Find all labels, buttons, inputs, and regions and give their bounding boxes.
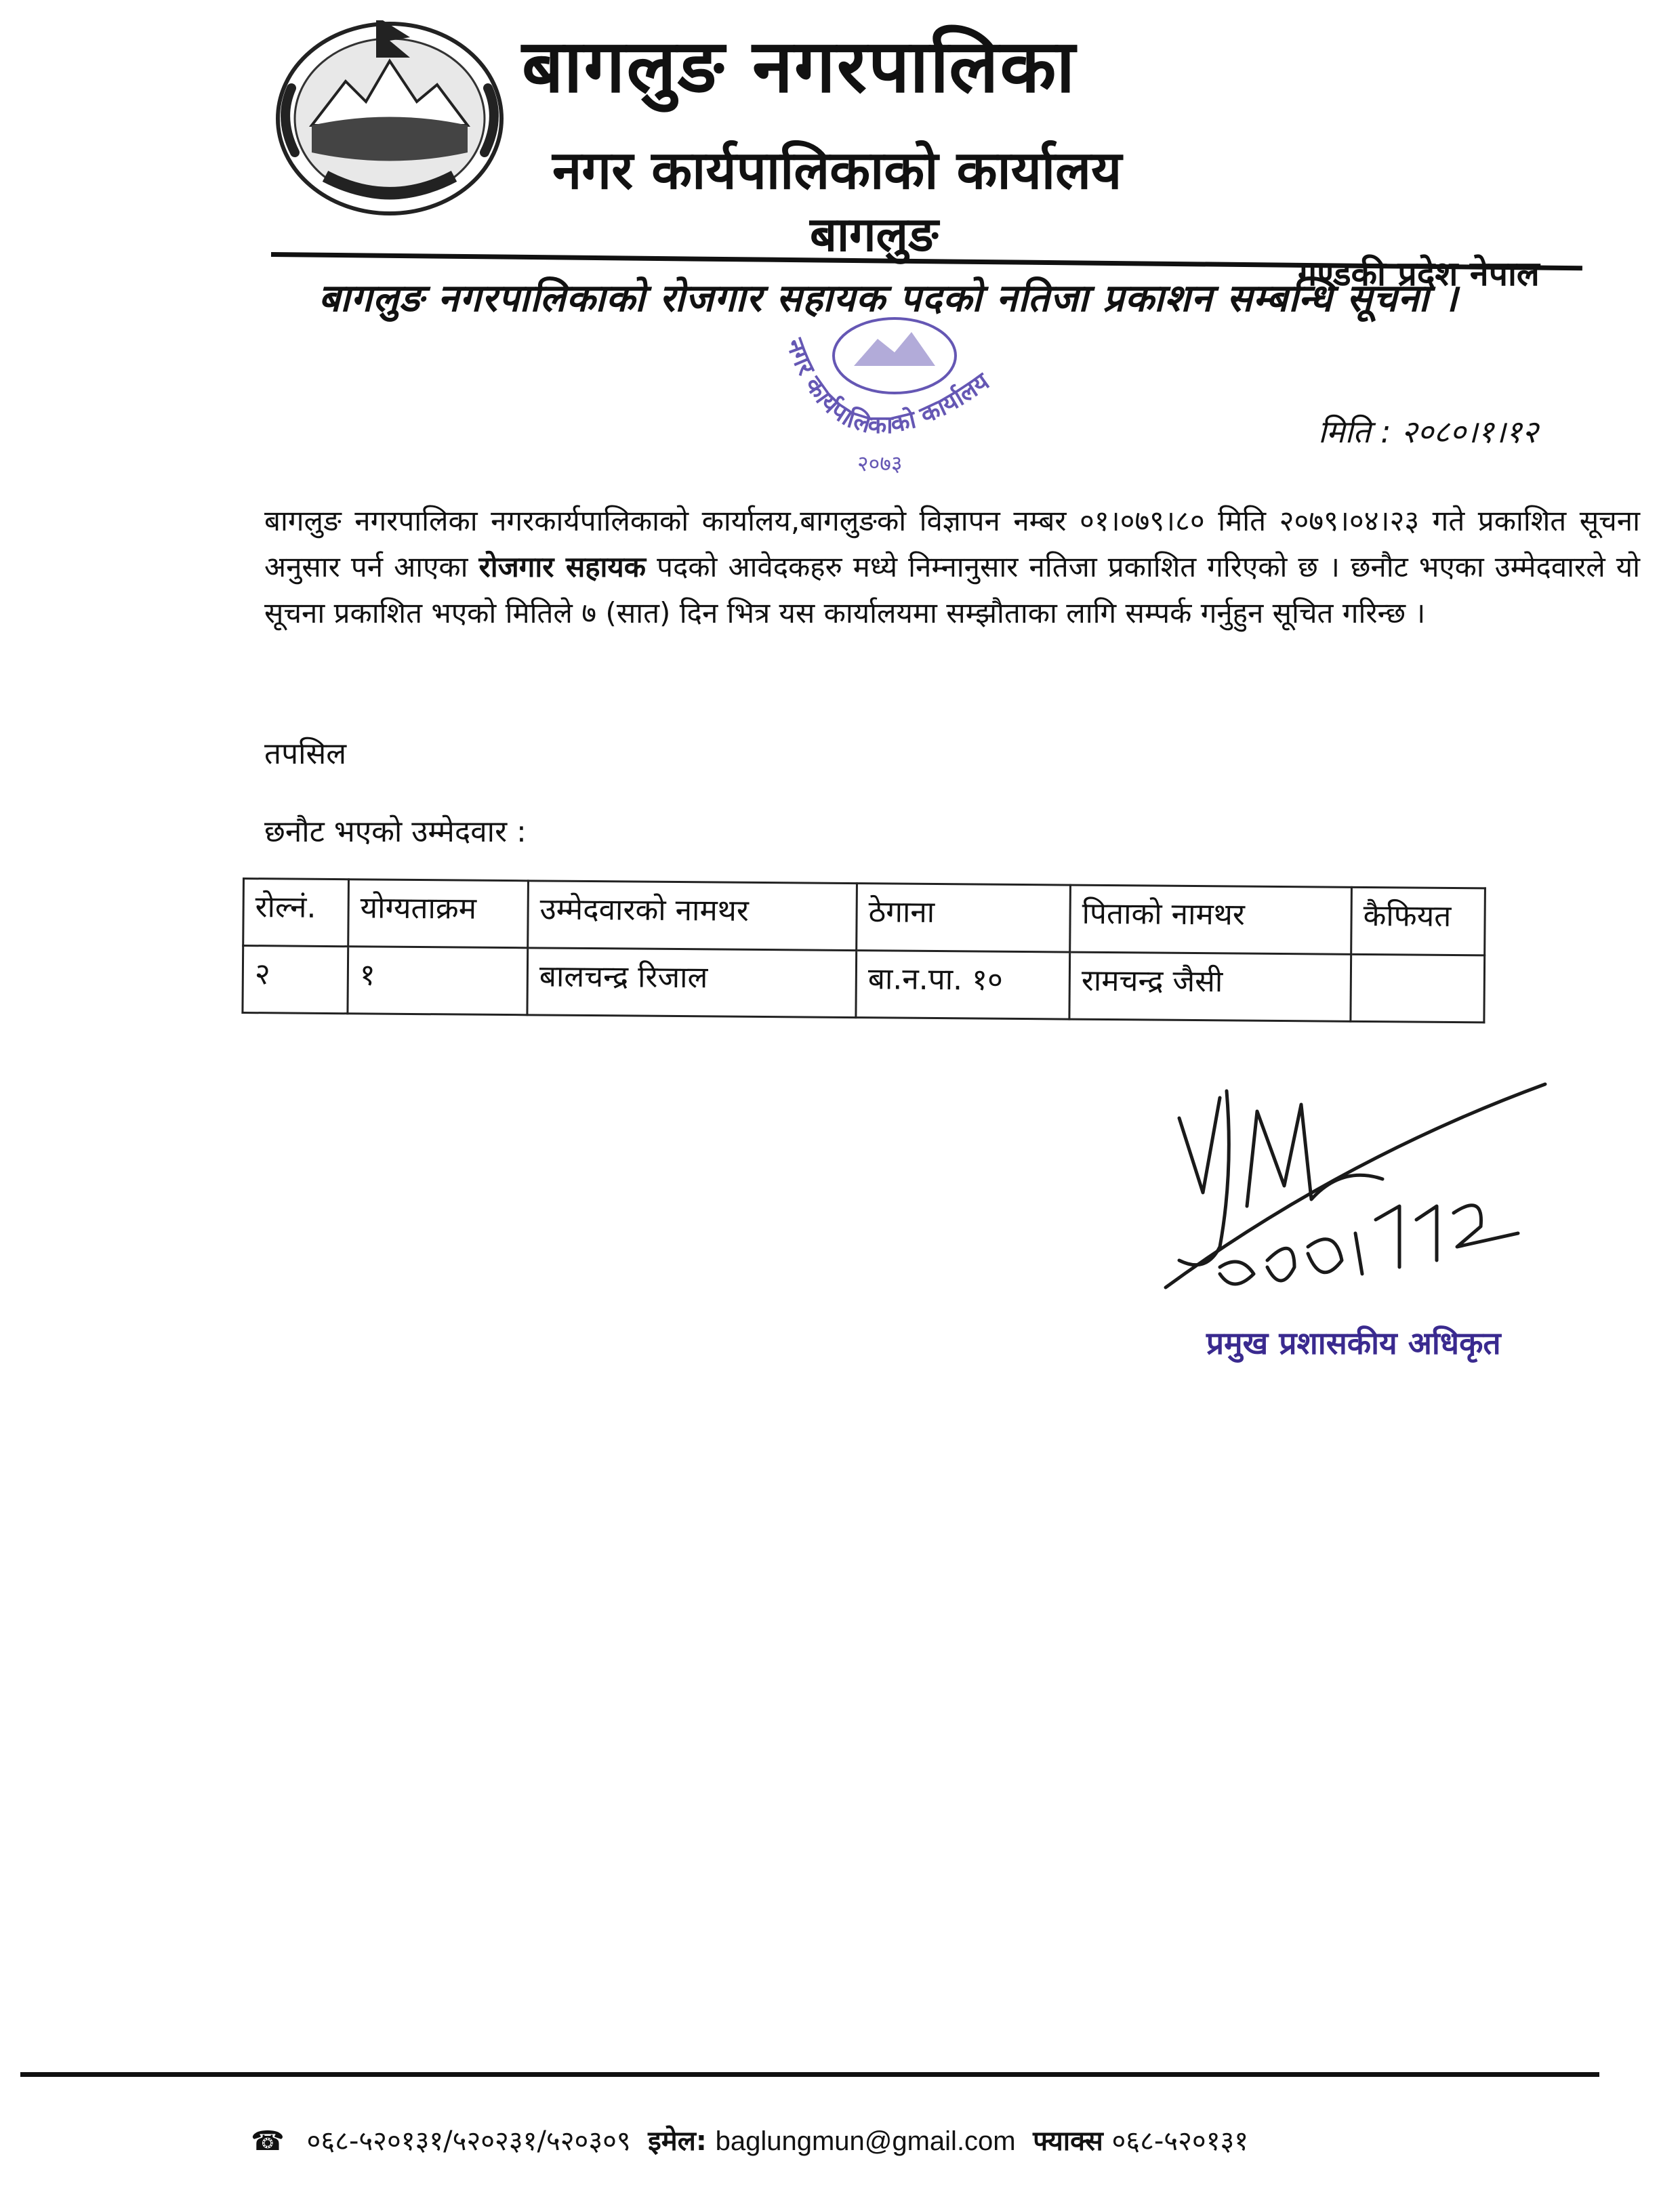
nepal-government-emblem-icon bbox=[264, 7, 515, 224]
signer-title: प्रमुख प्रशासकीय अधिकृत bbox=[1206, 1325, 1501, 1361]
body-text-1: बागलुङ नगरपालिका नगरकार्यपालिकाको कार्यालय,बागलुङको विज्ञापन नम्बर ०१।०७९।८० मिति २०७९।०४।२३ गते प्रकाशित सूचना अनुसार पर्न आएका bbox=[264, 504, 1640, 583]
cell-merit-order: १ bbox=[348, 947, 528, 1015]
municipality-name: बागलुङ नगरपालिका bbox=[522, 24, 1077, 109]
cell-address: बा.न.पा. १० bbox=[856, 951, 1070, 1019]
footer-divider bbox=[20, 2072, 1599, 2077]
body-post-name: रोजगार सहायक bbox=[478, 550, 647, 583]
body-text-2: पदको आवेदकहरु मध्ये निम्नानुसार नतिजा प्रकाशित गरिएको छ । छनौट भएका उम्मेदवारले यो सूचना प्रकाशित भएको मितिले ७ (सात) दिन भित्र यस कार्यालयमा सम्झौताका लागि सम्पर्क गर्नुहुन सूचित गरिन्छ । bbox=[264, 550, 1640, 629]
header-remarks: कैफियत bbox=[1351, 887, 1486, 955]
header-father-name: पिताको नामथर bbox=[1070, 885, 1352, 954]
telephone-icon: ☎ bbox=[251, 2126, 285, 2157]
date-value: २०८०।१।१२ bbox=[1401, 413, 1538, 450]
cell-roll-no: २ bbox=[243, 946, 348, 1014]
table-header-row bbox=[243, 879, 1486, 955]
notice-body bbox=[264, 498, 1640, 636]
handwritten-signature bbox=[1139, 1071, 1626, 1328]
footer-email-label: इमेल: bbox=[648, 2126, 707, 2157]
province-name: गण्डकी प्रदेश नेपाल bbox=[1298, 254, 1540, 293]
footer-fax-label: फ्याक्स bbox=[1033, 2126, 1103, 2157]
footer-phone: ०६८-५२०१३१/५२०२३१/५२०३०९ bbox=[306, 2126, 631, 2157]
table-row bbox=[243, 946, 1485, 1023]
seal-year: २०७३ bbox=[857, 451, 903, 476]
footer-email[interactable]: baglungmun@gmail.com bbox=[715, 2126, 1016, 2156]
selected-candidate-label: छनौट भएको उम्मेदवार : bbox=[264, 814, 527, 849]
notice-heading: बागलुङ नगरपालिकाको रोजगार सहायक पदको नतिजा प्रकाशन सम्बन्धि सूचना । bbox=[319, 276, 1458, 321]
office-location: बागलुङ bbox=[810, 207, 939, 262]
cell-candidate-name: बालचन्द्र रिजाल bbox=[527, 948, 857, 1018]
cell-remarks bbox=[1351, 954, 1485, 1023]
header-candidate-name: उम्मेदवारको नामथर bbox=[528, 881, 857, 951]
footer-fax: ०६८-५२०१३१ bbox=[1111, 2126, 1249, 2157]
header-address: ठेगाना bbox=[857, 884, 1071, 952]
notice-date bbox=[1318, 410, 1538, 452]
cell-father-name: रामचन्द्र जैसी bbox=[1069, 952, 1351, 1021]
date-label: मिति : bbox=[1318, 413, 1391, 450]
header-roll-no: रोल्नं. bbox=[243, 879, 349, 947]
tapasil-label: तपसिल bbox=[264, 737, 347, 771]
header-merit-order: योग्यताक्रम bbox=[348, 880, 529, 948]
footer-contact bbox=[251, 2121, 1248, 2158]
results-table bbox=[241, 878, 1486, 1023]
office-seal-stamp bbox=[759, 302, 1017, 505]
seal-ring-text: नगर कार्यपालिकाको कार्यालय bbox=[780, 335, 995, 439]
office-name: नगर कार्यपालिकाको कार्यालय bbox=[552, 140, 1122, 201]
